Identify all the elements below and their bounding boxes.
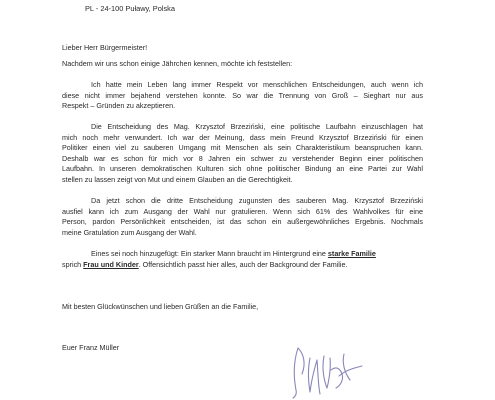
p2-line-5: Laufbahn. In unseren demokratischen Kulturen sich ohne politischer Bindung an eine Partei zur Wahl [62, 164, 423, 174]
p4-line-2 [62, 260, 348, 271]
handwritten-signature [284, 340, 374, 400]
p3-line-3: Person, pardon Persönlichkeit entscheiden, ist das schon ein außergewöhnliches Ergebnis. Nochmals [62, 217, 423, 227]
p2-line-3: Politiker einen viel zu sauberen Umgang mit Menschen als sein Charakteristikum beanspruchen kann. [62, 143, 423, 153]
p2-line-2: mich noch mehr verwundert. Ich war der Meinung, dass mein Freund Krzysztof Brzeziński für einen [62, 132, 423, 142]
p1-line-1: Ich hatte mein Leben lang immer Respekt vor menschlichen Entscheidungen, auch wenn ich [91, 80, 423, 89]
salutation: Lieber Herr Bürgermeister! [62, 43, 148, 52]
p4-line-2-suffix: . Offensichtlich passt hier alles, auch der Background der Familie. [138, 259, 348, 269]
p3-line-1: Da jetzt schon die dritte Entscheidung zugunsten des sauberen Mag. Krzysztof Brzeziński [91, 196, 423, 205]
sender-address: PL - 24-100 Puławy, Polska [85, 4, 175, 13]
p2-line-6: stellen zu lassen zeigt von Mut und einem Glauben an die Gerechtigkeit. [62, 175, 293, 184]
p4-line-1-text: Eines sei noch hinzugefügt: Ein starker Mann braucht im Hintergrund eine [91, 249, 328, 258]
p2-line-4: Deshalb war es schon für mich vor 8 Jahren ein schwer zu verstehender Beginn einer politischen [62, 153, 423, 163]
closing-line: Mit besten Glückwünschen und lieben Grüßen an die Familie, [62, 302, 259, 311]
p1-line-3: Respekt – Gründen zu akzeptieren. [62, 101, 176, 111]
emphasis-starke-familie: starke Familie [327, 249, 376, 258]
signoff: Euer Franz Müller [62, 343, 120, 352]
intro-line: Nachdem wir uns schon einige Jährchen kennen, möchte ich feststellen: [62, 59, 293, 68]
p4-line-2-prefix: sprich [62, 259, 84, 269]
p3-line-2: ausfiel kann ich zum Ausgang der Wahl nur gratulieren. Wenn sich 61% des Wahlvolkes für eine [62, 206, 423, 216]
p1-line-2: diese nicht immer bejahend verstehen konnte. So war die Trennung von Groß – Sieghart nur aus [62, 90, 423, 100]
p3-line-4: meine Gratulation zum Ausgang der Wahl. [62, 227, 197, 237]
p4-line-1 [91, 249, 376, 260]
emphasis-frau-und-kinder: Frau und Kinder [83, 259, 139, 269]
p2-line-1: Die Entscheidung des Mag. Krzysztof Brzeziński, eine politische Laufbahn einzuschlagen hat [91, 122, 423, 131]
